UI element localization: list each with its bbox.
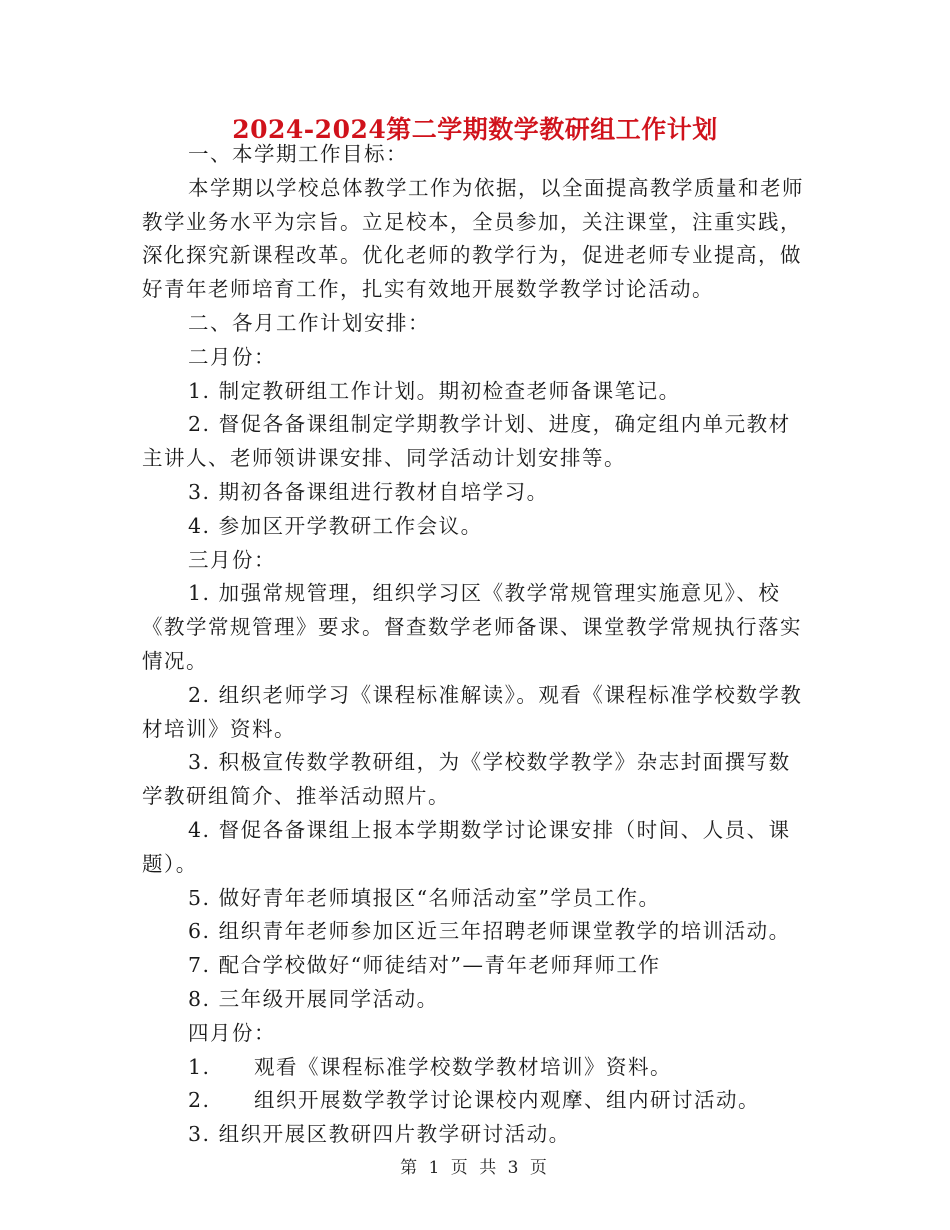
document-body [142,138,810,1152]
march-label: 三月份： [188,547,276,572]
list-item: 3. 期初各备课组进行教材自培学习。 [188,479,549,504]
list-item-text: 观看《课程标准学校数学教材培训》资料。 [254,1054,672,1079]
list-item-number: 2. [188,1088,211,1113]
section2-heading: 二、各月工作计划安排： [188,310,430,335]
april-label: 四月份： [188,1020,276,1045]
list-item: 4. 参加区开学教研工作会议。 [188,513,483,538]
february-label: 二月份： [188,344,276,369]
section1-paragraph: 本学期以学校总体教学工作为依据，以全面提高教学质量和老师教学业务水平为宗旨。立足校本，全员参加，关注课堂，注重实践，深化探究新课程改革。优化老师的教学行为，促进老师专业提高，做好青年老师培育工作，扎实有效地开展数学教学讨论活动。 [142,175,804,302]
list-item [142,1084,810,1118]
list-item: 1. 制定教研组工作计划。期初检查老师备课笔记。 [188,378,681,403]
list-item: 3. 积极宣传数学教研组，为《学校数学教学》杂志封面撰写数学教研组简介、推举活动照片。 [142,750,791,809]
list-item-number: 1. [188,1054,211,1079]
list-item-text: 组织开展数学教学讨论课校内观摩、组内研讨活动。 [254,1088,760,1113]
list-item: 2. 督促各备课组制定学期教学计划、进度，确定组内单元教材主讲人、老师领讲课安排、同学活动计划安排等。 [142,412,791,471]
list-item: 6. 组织青年老师参加区近三年招聘老师课堂教学的培训活动。 [188,919,791,944]
document-title: 2024-2024第二学期数学教研组工作计划 [232,115,718,144]
section1-heading: 一、本学期工作目标： [188,142,408,166]
list-item: 7. 配合学校做好“师徒结对”—青年老师拜师工作 [188,953,661,978]
list-item: 3. 组织开展区教研四片教学研讨活动。 [188,1122,571,1147]
list-item: 5. 做好青年老师填报区“名师活动室”学员工作。 [188,885,661,910]
list-item: 8. 三年级开展同学活动。 [188,986,439,1011]
list-item: 1. 加强常规管理，组织学习区《教学常规管理实施意见》、校《教学常规管理》要求。督查数学老师备课、课堂教学常规执行落实情况。 [142,581,802,673]
page-footer: 第 1 页 共 3 页 [400,1158,550,1178]
list-item: 4. 督促各备课组上报本学期数学讨论课安排（时间、人员、课题）。 [142,817,791,876]
list-item: 2. 组织老师学习《课程标准解读》。观看《课程标准学校数学教材培训》资料。 [142,682,803,741]
list-item [142,1051,810,1085]
